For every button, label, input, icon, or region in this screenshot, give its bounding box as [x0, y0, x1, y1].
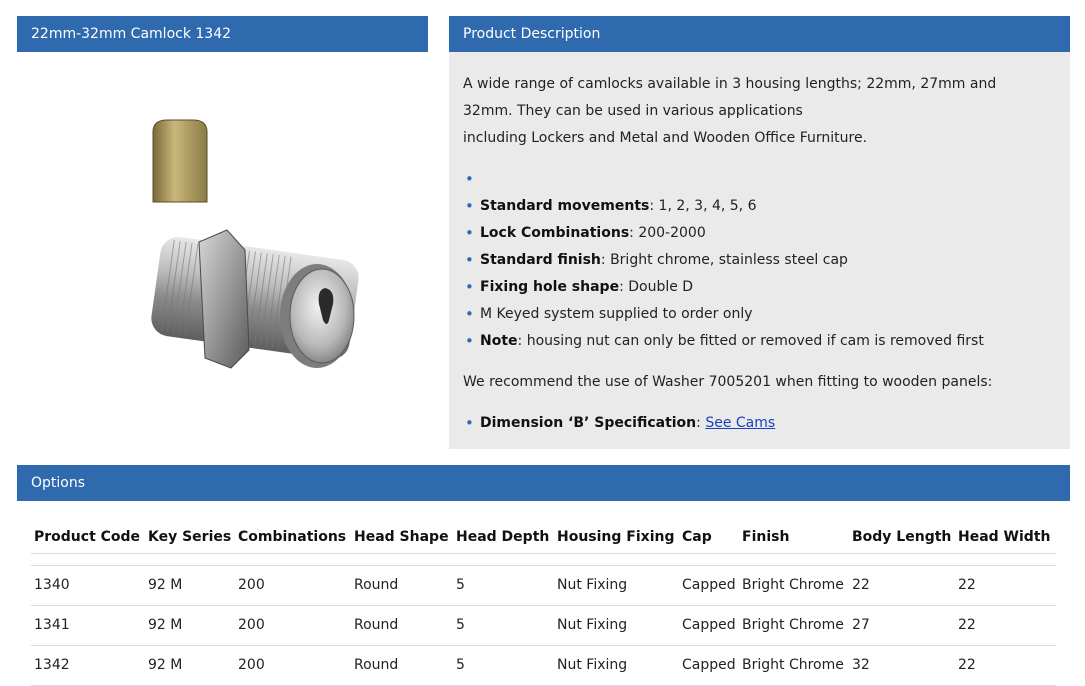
cell-cap: Capped	[679, 605, 739, 645]
cell-product-code: 1342	[31, 645, 145, 685]
cell-combinations: 200	[235, 605, 351, 645]
product-description-title: Product Description	[449, 16, 1070, 52]
spec-label: Lock Combinations	[480, 225, 630, 241]
washer-recommendation: We recommend the use of Washer 7005201 when fitting to wooden panels:	[463, 374, 993, 390]
column-header: Head Depth	[453, 521, 554, 553]
spec-item	[463, 274, 1056, 301]
column-header: Product Code	[31, 521, 145, 553]
product-description-body	[449, 52, 1070, 437]
table-header-row	[31, 521, 1056, 553]
spec-item	[463, 166, 1056, 193]
spec-label: Note	[480, 333, 518, 349]
options-table	[31, 521, 1056, 686]
cell-key-series: 92 M	[145, 605, 235, 645]
cell-combinations: 200	[235, 565, 351, 605]
description-intro-line: including Lockers and Metal and Wooden Office Furniture.	[463, 130, 868, 146]
cell-finish: Bright Chrome	[739, 645, 849, 685]
cell-head-depth: 5	[453, 605, 554, 645]
column-header: Body Length	[849, 521, 955, 553]
description-intro-line: A wide range of camlocks available in 3 housing lengths; 22mm, 27mm and	[463, 76, 997, 92]
cell-cap: Capped	[679, 565, 739, 605]
spec-value: M Keyed system supplied to order only	[480, 306, 753, 322]
spec-label: Fixing hole shape	[480, 279, 620, 295]
cell-cap: Capped	[679, 645, 739, 685]
spec-item	[463, 301, 1056, 328]
cell-head-width: 22	[955, 645, 1056, 685]
cell-head-shape: Round	[351, 565, 453, 605]
cell-head-shape: Round	[351, 605, 453, 645]
column-header: Combinations	[235, 521, 351, 553]
camlock-product-image	[17, 52, 428, 382]
dimension-separator: :	[696, 415, 706, 431]
table-row	[31, 605, 1056, 645]
spec-label: Standard finish	[480, 252, 601, 268]
cell-body-length: 27	[849, 605, 955, 645]
cell-head-depth: 5	[453, 645, 554, 685]
column-header: Head Shape	[351, 521, 453, 553]
spec-item	[463, 328, 1056, 355]
specifications-list	[463, 166, 1056, 355]
dimension-label: Dimension ‘B’ Specification	[480, 415, 697, 431]
spec-value: : Bright chrome, stainless steel cap	[600, 252, 848, 268]
cell-housing-fixing: Nut Fixing	[554, 605, 679, 645]
table-spacer	[31, 553, 1056, 565]
spec-value: : housing nut can only be fitted or removed if cam is removed first	[517, 333, 984, 349]
cell-finish: Bright Chrome	[739, 605, 849, 645]
column-header: Cap	[679, 521, 739, 553]
column-header: Head Width	[955, 521, 1056, 553]
spec-item	[463, 247, 1056, 274]
cell-head-width: 22	[955, 605, 1056, 645]
cell-body-length: 32	[849, 645, 955, 685]
cell-key-series: 92 M	[145, 565, 235, 605]
cell-combinations: 200	[235, 645, 351, 685]
product-description-panel	[449, 16, 1070, 449]
cell-housing-fixing: Nut Fixing	[554, 645, 679, 685]
product-panel	[17, 16, 428, 382]
cell-body-length: 22	[849, 565, 955, 605]
column-header: Key Series	[145, 521, 235, 553]
description-intro-line: 32mm. They can be used in various applications	[463, 103, 803, 119]
see-cams-link[interactable]: See Cams	[705, 415, 776, 431]
table-row	[31, 565, 1056, 605]
cell-product-code: 1340	[31, 565, 145, 605]
cell-product-code: 1341	[31, 605, 145, 645]
dimension-item	[463, 410, 1056, 437]
column-header: Finish	[739, 521, 849, 553]
spec-value: : 200-2000	[629, 225, 706, 241]
spec-item	[463, 220, 1056, 247]
cell-head-depth: 5	[453, 565, 554, 605]
options-panel	[17, 465, 1070, 673]
cell-finish: Bright Chrome	[739, 565, 849, 605]
cell-housing-fixing: Nut Fixing	[554, 565, 679, 605]
dimension-list	[463, 410, 1056, 437]
product-title: 22mm-32mm Camlock 1342	[17, 16, 428, 52]
cell-head-width: 22	[955, 565, 1056, 605]
camlock-illustration	[17, 52, 428, 382]
spec-item	[463, 193, 1056, 220]
spec-value: : Double D	[619, 279, 694, 295]
cell-key-series: 92 M	[145, 645, 235, 685]
spec-value: : 1, 2, 3, 4, 5, 6	[649, 198, 757, 214]
column-header: Housing Fixing	[554, 521, 679, 553]
table-row	[31, 645, 1056, 685]
cell-head-shape: Round	[351, 645, 453, 685]
spec-label: Standard movements	[480, 198, 650, 214]
options-title: Options	[17, 465, 1070, 501]
